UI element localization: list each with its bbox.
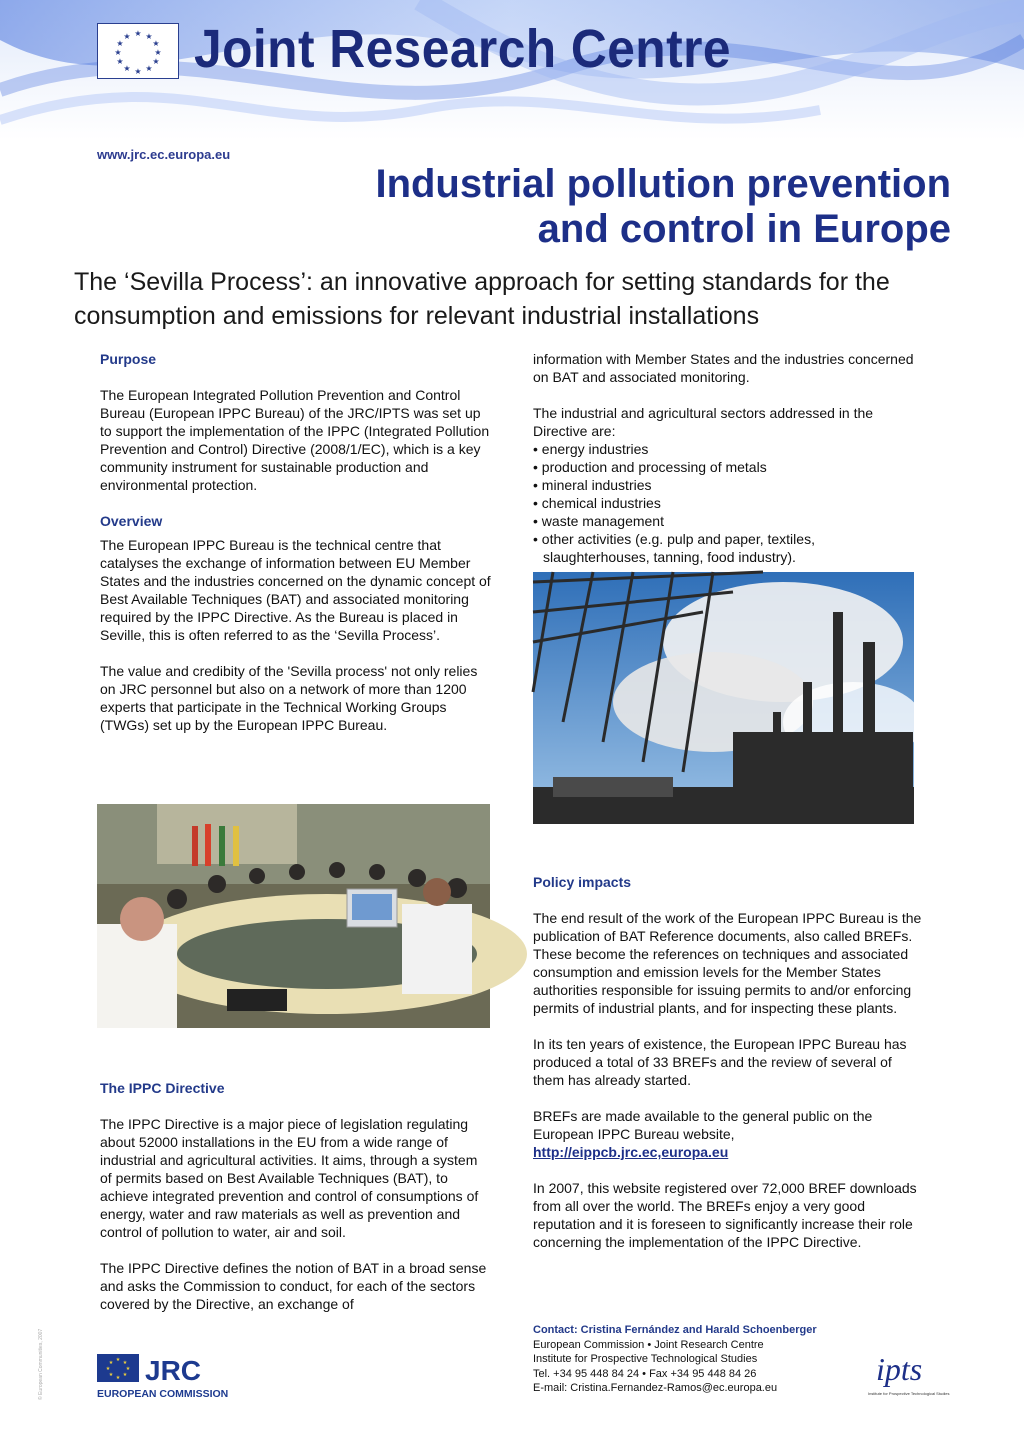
ipts-logo (868, 1345, 950, 1405)
contact-block (533, 1323, 853, 1396)
svg-text:★: ★ (152, 57, 160, 66)
policy-text-1: The end result of the work of the European IPPC Bureau is the publication of BAT Reference documents, also called BREFs. These become the references on techniques and associated consumption and emission levels for the Member States authorities responsible for issuing permits to and/or enforcing permits of industrial plants, and for inspecting these plants. (533, 910, 922, 1016)
header-banner (0, 0, 1024, 140)
policy-text-3 (533, 1107, 923, 1161)
purpose-text: The European Integrated Pollution Prevention and Control Bureau (European IPPC Bureau) of the JRC/IPTS was set up to support the implementation of the IPPC (Integrated Pollution Prevention and Control) Directive (2008/1/EC), which is a key community instrument for sustainable production and environmental protection. (100, 387, 490, 493)
svg-text:★: ★ (145, 64, 153, 73)
contact-email[interactable]: E-mail: Cristina.Fernandez-Ramos@ec.europa.eu (533, 1382, 778, 1394)
svg-text:★: ★ (134, 29, 142, 38)
list-item: • energy industries (533, 440, 923, 458)
svg-text:★: ★ (122, 1360, 128, 1366)
overview-text-2: The value and credibity of the 'Sevilla process' not only relies on JRC personnel but also on a network of more than 1200 experts that participate in the Technical Working Groups (TWGs) set up by the European IPPC Bureau. (100, 663, 478, 733)
page-title-line2: and control in Europe (537, 207, 951, 251)
policy-text-2: In its ten years of existence, the European IPPC Bureau has produced a total of 33 BREFs and the review of several of them has already started. (533, 1036, 907, 1088)
page-title-line1: Industrial pollution prevention (375, 162, 951, 206)
policy-text-4: In 2007, this website registered over 72,000 BREF downloads from all over the world. The BREFs enjoy a very good reputation and it is foreseen to significantly increase their role concerning the implementation of the IPPC Directive. (533, 1180, 917, 1250)
policy-heading: Policy impacts (533, 874, 632, 890)
left-column-lower (100, 1079, 492, 1331)
continued-text: information with Member States and the industries concerned on BAT and associated monitoring. (533, 351, 914, 385)
svg-text:★: ★ (154, 48, 162, 57)
svg-text:★: ★ (122, 1372, 128, 1378)
ipts-small-text: Institute for Prospective Technological Studies (868, 1391, 950, 1396)
svg-text:★: ★ (116, 39, 124, 48)
svg-text:★: ★ (108, 1372, 114, 1378)
list-item: • chemical industries (533, 494, 923, 512)
svg-text:★: ★ (145, 32, 153, 41)
list-item: • waste management (533, 512, 923, 530)
jrc-logo-text: JRC (145, 1355, 202, 1386)
list-item: • mineral industries (533, 476, 923, 494)
page-subtitle: The ‘Sevilla Process’: an innovative approach for setting standards for the consumption and emissions for relevant industrial installations (74, 268, 890, 330)
meeting-photo (97, 804, 490, 1028)
page-title (375, 162, 951, 252)
list-item: • production and processing of metals (533, 458, 923, 476)
jrc-logo (97, 1352, 229, 1402)
svg-text:★: ★ (116, 57, 124, 66)
overview-text-1: The European IPPC Bureau is the technical centre that catalyses the exchange of information between EU Member States and the industries concerned on the dynamic concept of Best Available Techniques (BAT) and associated monitoring required by the IPPC Directive. As the Bureau is placed in Seville, this is often referred to as the ‘Sevilla Process’. (100, 537, 491, 643)
sectors-intro: The industrial and agricultural sectors addressed in the Directive are: (533, 405, 874, 439)
svg-text:★: ★ (115, 1357, 121, 1363)
ipts-logo-text: ipts (876, 1351, 923, 1387)
left-column-upper (100, 350, 492, 752)
contact-name: Contact: Cristina Fernández and Harald Schoenberger (533, 1324, 817, 1336)
industrial-plant-photo (533, 572, 914, 824)
svg-text:★: ★ (152, 39, 160, 48)
svg-text:★: ★ (108, 1360, 114, 1366)
commission-text: EUROPEAN COMMISSION (97, 1388, 229, 1400)
contact-line-1: European Commission • Joint Research Centre (533, 1338, 764, 1351)
header-url-link[interactable]: www.jrc.ec.europa.eu (97, 147, 231, 162)
directive-text-2: The IPPC Directive defines the notion of BAT in a broad sense and asks the Commission to conduct, for each of the sectors covered by the Directive, an exchange of (100, 1260, 487, 1312)
svg-text:★: ★ (123, 32, 131, 41)
contact-line-2: Institute for Prospective Technological Studies (533, 1353, 758, 1365)
right-column-lower (533, 873, 923, 1269)
svg-text:★: ★ (134, 67, 142, 76)
right-column-upper (533, 350, 923, 584)
eu-flag-icon (97, 23, 179, 79)
directive-text-1: The IPPC Directive is a major piece of legislation regulating about 52000 installations in the EU from a wide range of industrial and agricultural activities. It aims, through a system of permits based on Best Available Techniques (BAT), to achieve integrated prevention and control of consumptions of energy, water and raw materials as well as prevention and control of pollution to water, air and soil. (100, 1116, 479, 1240)
svg-text:★: ★ (114, 48, 122, 57)
list-item: • other activities (e.g. pulp and paper, textiles, slaughterhouses, tanning, food industry). (533, 530, 923, 566)
sectors-list (533, 440, 923, 566)
policy-text-3-body: BREFs are made available to the general public on the European IPPC Bureau website, (533, 1108, 873, 1142)
copyright-note: © European Communities, 2007 (38, 1328, 44, 1400)
directive-heading: The IPPC Directive (100, 1080, 225, 1096)
org-name: Joint Research Centre (194, 19, 732, 79)
overview-heading: Overview (100, 513, 163, 529)
ippc-website-link[interactable]: http://eippcb.jrc.ec,europa.eu (533, 1144, 729, 1160)
svg-text:★: ★ (105, 1366, 111, 1372)
contact-line-3: Tel. +34 95 448 84 24 • Fax +34 95 448 84 26 (533, 1367, 757, 1380)
svg-text:★: ★ (115, 1375, 121, 1381)
purpose-heading: Purpose (100, 351, 157, 367)
svg-text:★: ★ (125, 1366, 131, 1372)
svg-text:★: ★ (123, 64, 131, 73)
